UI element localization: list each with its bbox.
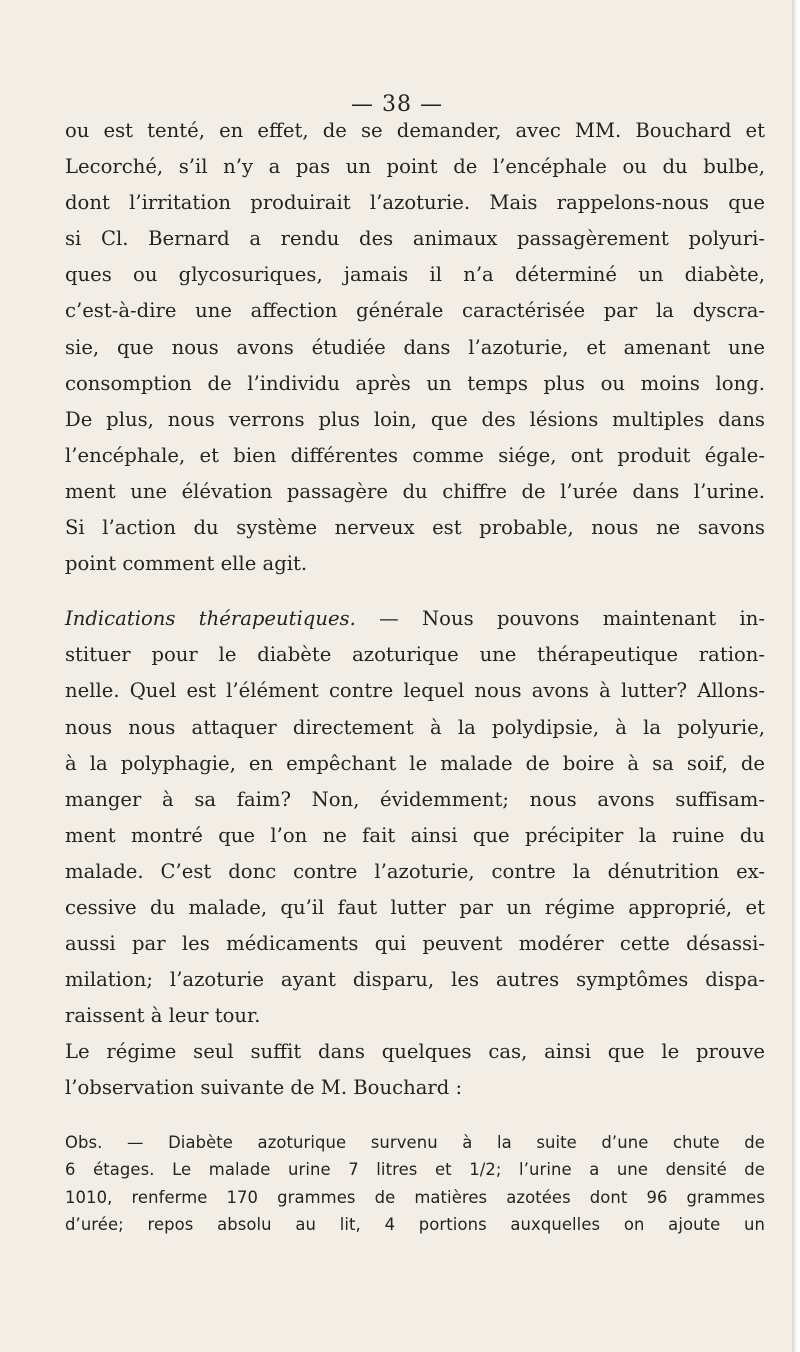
- text-line: stituer pour le diabète azoturique une thérapeutique ration-: [65, 643, 765, 667]
- section-first-line: [65, 601, 765, 637]
- text-line: malade. C’est donc contre l’azoturie, contre la dénutrition ex-: [65, 859, 765, 883]
- text-line: cessive du malade, qu’il faut lutter par un régime approprié, et: [65, 895, 765, 919]
- text-line: raissent à leur tour.: [65, 1004, 261, 1028]
- text-line: manger à sa faim? Non, évidemment; nous avons suffisam-: [65, 787, 765, 811]
- text-line: c’est-à-dire une affection générale caractérisée par la dyscra-: [65, 299, 765, 323]
- observation-line: 1010, renferme 170 grammes de matières azotées dont 96 grammes: [65, 1187, 765, 1207]
- text-line: Si l’action du système nerveux est probable, nous ne savons: [65, 516, 765, 540]
- paragraph-1: [65, 113, 765, 582]
- text-line: ment montré que l’on ne fait ainsi que précipiter la ruine du: [65, 823, 765, 847]
- text-line: dont l’irritation produirait l’azoturie. Mais rappelons-nous que: [65, 191, 765, 215]
- page-edge: [792, 0, 800, 1352]
- text-line: De plus, nous verrons plus loin, que des lésions multiples dans: [65, 407, 765, 431]
- text-line: nous nous attaquer directement à la polydipsie, à la polyurie,: [65, 715, 765, 739]
- paragraph-gap: [65, 1107, 765, 1129]
- section-heading: Indications thérapeutiques.: [65, 607, 356, 631]
- paragraph-3: [65, 1034, 765, 1106]
- text-line: aussi par les médicaments qui peuvent modérer cette désassi-: [65, 932, 765, 956]
- text-line: l’observation suivante de M. Bouchard :: [65, 1076, 463, 1100]
- text-line: ou est tenté, en effet, de se demander, avec MM. Bouchard et: [65, 119, 765, 142]
- text-line: à la polyphagie, en empêchant le malade de boire à sa soif, de: [65, 751, 765, 775]
- section-first-line-text: — Nous pouvons maintenant in-: [355, 607, 765, 631]
- observation-line: d’urée; repos absolu au lit, 4 portions auxquelles on ajoute un: [65, 1215, 765, 1235]
- observation-note: [65, 1129, 765, 1239]
- text-line: Lecorché, s’il n’y a pas un point de l’encéphale ou du bulbe,: [65, 155, 765, 179]
- text-line: l’encéphale, et bien différentes comme siége, ont produit égale-: [65, 443, 765, 467]
- paragraph-2: [65, 601, 765, 1034]
- text-line: point comment elle agit.: [65, 552, 308, 576]
- text-line: nelle. Quel est l’élément contre lequel nous avons à lutter? Allons-: [65, 679, 765, 703]
- text-line: sie, que nous avons étudiée dans l’azoturie, et amenant une: [65, 335, 765, 359]
- text-line: milation; l’azoturie ayant disparu, les autres symptômes dispa-: [65, 968, 765, 992]
- paragraph-gap: [65, 582, 765, 601]
- body-text: [65, 113, 765, 1239]
- page-number: — 38 —: [351, 92, 443, 117]
- text-line: consomption de l’individu après un temps plus ou moins long.: [65, 371, 765, 395]
- observation-line: Obs. — Diabète azoturique survenu à la suite d’une chute de: [65, 1132, 765, 1152]
- text-line: si Cl. Bernard a rendu des animaux passagèrement polyuri-: [65, 227, 765, 251]
- text-line: ment une élévation passagère du chiffre de l’urée dans l’urine.: [65, 479, 765, 503]
- text-line: ques ou glycosuriques, jamais il n’a déterminé un diabète,: [65, 263, 765, 287]
- observation-line: 6 étages. Le malade urine 7 litres et 1/2; l’urine a une densité de: [65, 1160, 765, 1180]
- text-line: Le régime seul suffit dans quelques cas, ainsi que le prouve: [65, 1040, 765, 1064]
